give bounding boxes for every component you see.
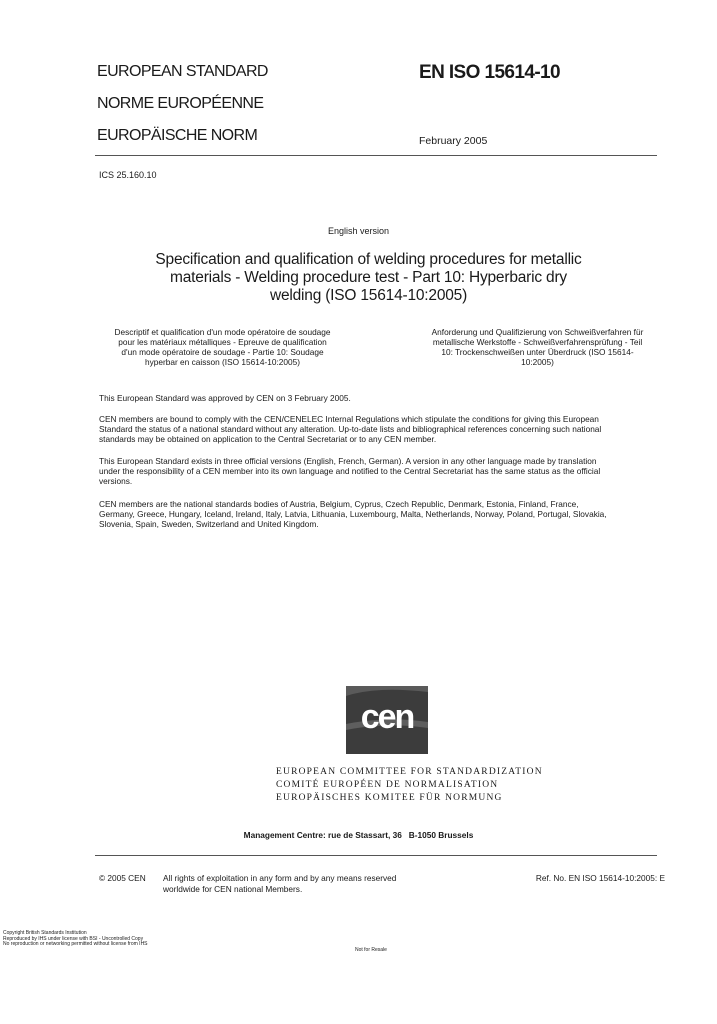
header-line-en: EUROPEAN STANDARD xyxy=(97,63,268,80)
paragraph-line: Slovenia, Spain, Sweden, Switzerland and United Kingdom. xyxy=(99,519,319,529)
paragraph-line: CEN members are bound to comply with the CEN/CENELEC Internal Regulations which stipulate the conditions for giving this European xyxy=(99,414,599,424)
french-title-line: hyperbar en caisson (ISO 15614-10:2005) xyxy=(145,357,300,367)
rights-line: worldwide for CEN national Members. xyxy=(163,883,303,894)
versions-paragraph xyxy=(99,456,659,486)
reference-number: Ref. No. EN ISO 15614-10:2005: E xyxy=(535,873,665,883)
org-name-en: EUROPEAN COMMITTEE FOR STANDARDIZATION xyxy=(276,767,543,777)
svg-text:cen: cen xyxy=(360,698,414,736)
cen-logo-mark xyxy=(346,686,428,754)
imprint-line: Copyright British Standards Institution xyxy=(3,930,87,936)
paragraph-line: under the responsibility of a CEN member into its own language and notified to the Central Secretariat has the same status as the official xyxy=(99,466,601,476)
management-centre: Management Centre: rue de Stassart, 36 B-1050 Brussels xyxy=(243,830,474,840)
german-title-line: Anforderung und Qualifizierung von Schweißverfahren für xyxy=(431,327,644,337)
french-title-line: d'un mode opératoire de soudage - Partie 10: Soudage xyxy=(121,347,324,357)
german-title-line: metallische Werkstoffe - Schweißverfahrensprüfung - Teil xyxy=(432,337,643,347)
approval-paragraph: This European Standard was approved by CEN on 3 February 2005. xyxy=(99,393,351,403)
footer-divider xyxy=(95,855,657,856)
paragraph-line: versions. xyxy=(99,476,133,486)
license-imprint xyxy=(3,931,148,948)
org-name-de: EUROPÄISCHES KOMITEE FÜR NORMUNG xyxy=(276,793,503,803)
imprint-line: Reproduced by IHS under license with BSI - Uncontrolled Copy xyxy=(3,935,144,942)
french-title-line: pour les matériaux métalliques - Epreuve de qualification xyxy=(118,337,327,347)
members-paragraph xyxy=(99,499,659,529)
copyright: © 2005 CEN xyxy=(99,873,146,883)
cen-logo xyxy=(346,686,428,754)
german-title xyxy=(400,327,675,367)
ics-code: ICS 25.160.10 xyxy=(99,170,157,180)
header-divider xyxy=(95,155,657,156)
title-line: welding (ISO 15614-10:2005) xyxy=(269,287,468,304)
title-line: materials - Welding procedure test - Part 10: Hyperbaric dry xyxy=(170,269,567,286)
paragraph-line: This European Standard exists in three official versions (English, French, German). A version in any other language made by translation xyxy=(99,456,597,466)
regulations-paragraph xyxy=(99,414,659,444)
standard-number: EN ISO 15614-10 xyxy=(419,62,560,83)
german-title-line: 10:2005) xyxy=(521,357,554,367)
language-version: English version xyxy=(327,226,390,236)
french-title xyxy=(85,327,360,367)
header-line-de: EUROPÄISCHE NORM xyxy=(97,127,258,144)
paragraph-line: Germany, Greece, Hungary, Iceland, Ireland, Italy, Latvia, Lithuania, Luxembourg, Malta, Netherlands, Norway, Poland, Portugal, Slovakia, xyxy=(99,509,607,519)
paragraph-line: Standard the status of a national standard without any alteration. Up-to-date lists and bibliographical references concerning such national xyxy=(99,424,602,434)
org-name-fr: COMITÉ EUROPÉEN DE NORMALISATION xyxy=(276,780,499,790)
paragraph-line: CEN members are the national standards bodies of Austria, Belgium, Cyprus, Czech Republic, Denmark, Estonia, Finland, France, xyxy=(99,499,579,509)
paragraph-line: standards may be obtained on application to the Central Secretariat or to any CEN member. xyxy=(99,434,437,444)
german-title-line: 10: Trockenschweißen unter Überdruck (ISO 15614- xyxy=(441,347,634,357)
rights-line: All rights of exploitation in any form and by any means reserved xyxy=(163,873,397,883)
document-title xyxy=(120,251,617,305)
imprint-line: No reproduction or networking permitted without license from IHS xyxy=(3,941,148,948)
header-line-fr: NORME EUROPÉENNE xyxy=(97,95,264,112)
cen-organization-names xyxy=(276,766,543,805)
french-title-line: Descriptif et qualification d'un mode opératoire de soudage xyxy=(114,327,331,337)
publication-date: February 2005 xyxy=(419,135,488,147)
rights-statement xyxy=(163,873,396,894)
title-line: Specification and qualification of welding procedures for metallic xyxy=(155,251,582,268)
not-for-resale: Not for Resale xyxy=(355,947,387,953)
